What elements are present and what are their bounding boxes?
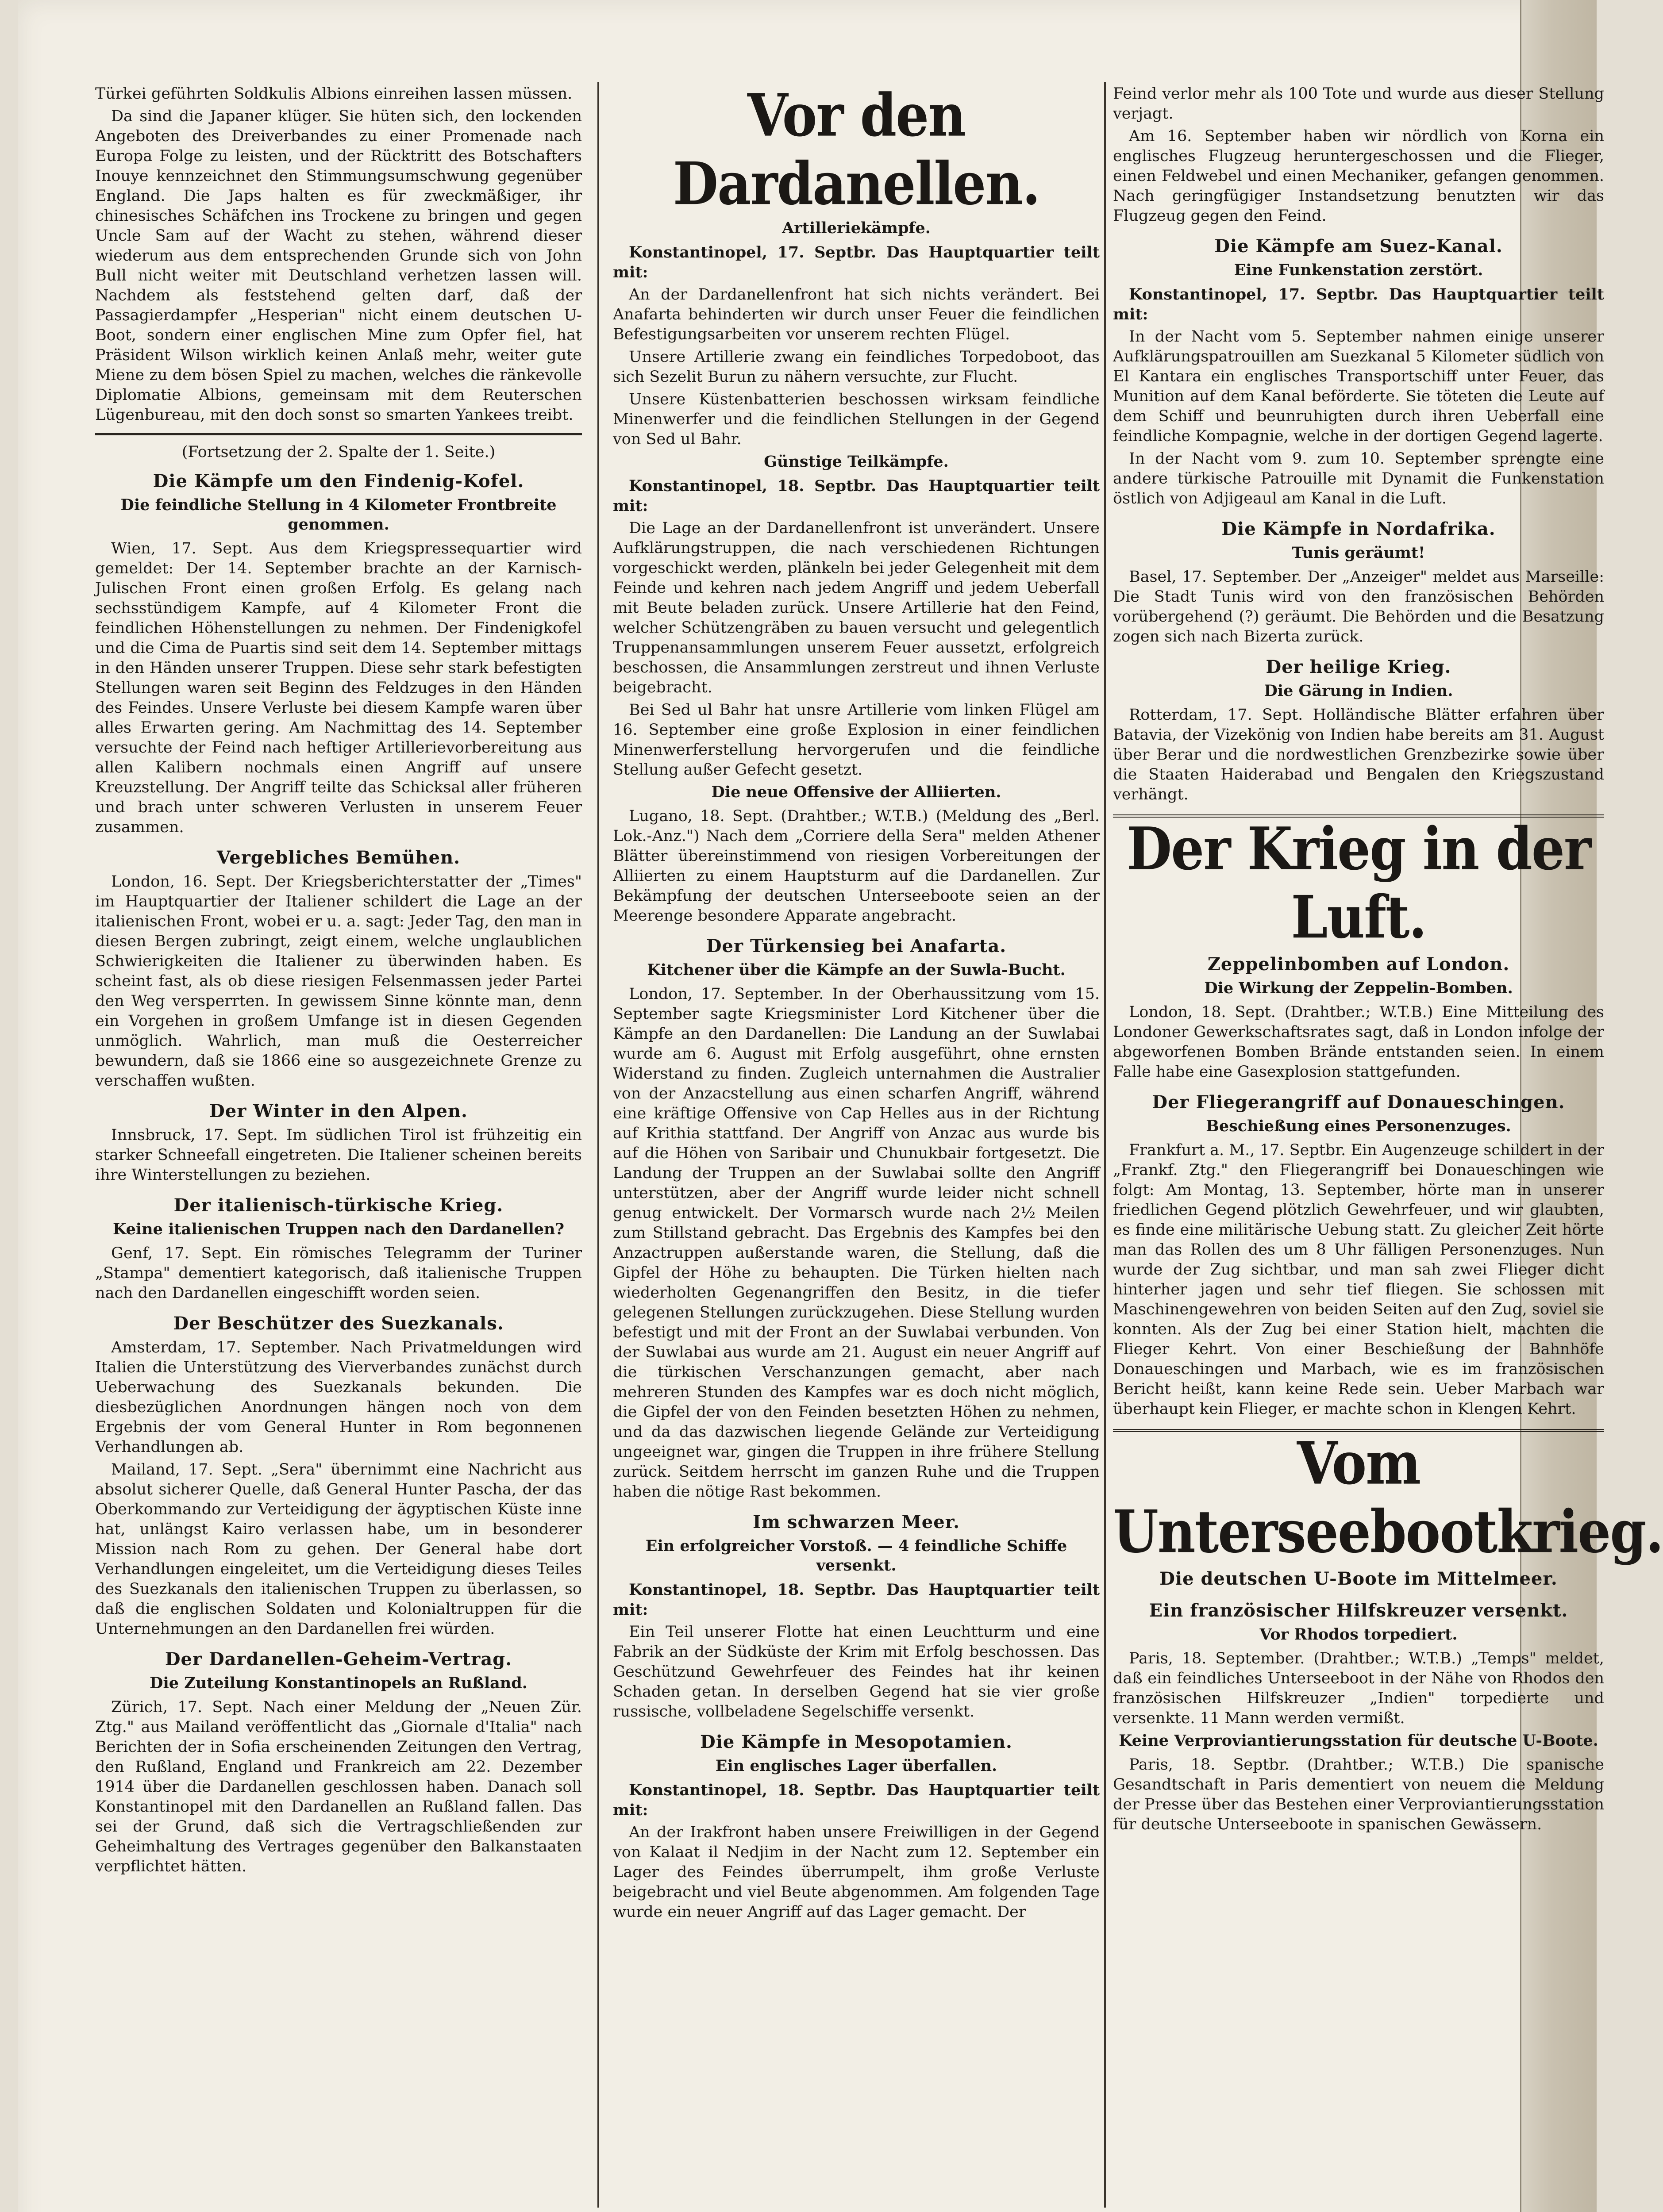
paragraph: Paris, 18. Septbr. (Drahtber.; W.T.B.) Die spanische Gesandtschaft in Paris dementiert von neuem die Meldung der Presse über das Bestehen einer Verproviantierungsstation für deutsche Unterseeboote in spanischen Gewässern.: [1113, 1756, 1604, 1833]
article-headline: Vergebliches Bemühen.: [216, 847, 461, 868]
article-subheadline: Keine Verproviantierungsstation für deutsche U-Boote.: [1119, 1732, 1598, 1750]
article-subheadline: Die neue Offensive der Alliierten.: [711, 783, 1001, 801]
article-headline: Die Kämpfe in Nordafrika.: [1221, 518, 1496, 539]
column-1: [95, 84, 582, 2208]
article-subheadline: Die Wirkung der Zeppelin-Bomben.: [1204, 979, 1513, 997]
paragraph: Basel, 17. September. Der „Anzeiger" meldet aus Marseille: Die Stadt Tunis wird von den französischen Behörden vorübergehend (?) geräumt. Die Behörden und die Besatzung zogen sich nach Bizerta zurück.: [1113, 568, 1604, 645]
article-subheadline: Die feindliche Stellung in 4 Kilometer Frontbreite genommen.: [120, 496, 557, 534]
column-2: [613, 81, 1100, 2208]
article-headline: Der Türkensieg bei Anafarta.: [706, 936, 1007, 956]
paragraph: Konstantinopel, 17. Septbr. Das Hauptquartier teilt mit:: [613, 243, 1100, 281]
paragraph: Am 16. September haben wir nördlich von Korna ein englisches Flugzeug heruntergeschossen und die Flieger, einen Feldwebel und einen Mechaniker, gefangen genommen. Nach geringfügiger Instandsetzung benutzten wir das Flugzeug gegen den Feind.: [1113, 127, 1604, 225]
paragraph: Da sind die Japaner klüger. Sie hüten sich, den lockenden Angeboten des Dreiverbandes zu einer Promenade nach Europa Folge zu leisten, und der Rücktritt des Botschafters Inouye kennzeichnet den Stimmungsumschwung gegenüber England. Die Japs halten es für zweckmäßiger, ihr chinesisches Schäfchen ins Trockene zu bringen und gegen Uncle Sam auf der Wacht zu stehen, während dieser wiederum aus dem entsprechenden Grunde sich von John Bull nicht weiter mit Deutschland verhetzen lassen will. Nachdem als feststehend gelten darf, daß der Passagierdampfer „Hesperian" nicht einem deutschen U-Boot, sondern einer englischen Mine zum Opfer fiel, hat Präsident Wilson wirklich keinen Anlaß mehr, weiter gute Miene zu dem bösen Spiel zu machen, welches die ränkevolle Diplomatie Albions, gemeinsam mit dem Reuterschen Lügenbureau, mit den doch sonst so smarten Yankees treibt.: [95, 108, 582, 424]
newspaper-page: [18, 0, 1663, 2212]
article-subheadline: Die Zuteilung Konstantinopels an Rußland.: [150, 1674, 527, 1692]
article-headline: Die Kämpfe in Mesopotamien.: [700, 1732, 1012, 1752]
paragraph: An der Irakfront haben unsere Freiwilligen in der Gegend von Kalaat il Nedjim in der Nacht zum 12. September ein Lager des Feindes überrumpelt, ihm große Verluste beigebracht und viel Beute abgenommen. Am folgenden Tage wurde ein neuer Angriff auf das Lager gemacht. Der: [613, 1824, 1100, 1921]
article-headline: Ein französischer Hilfskreuzer versenkt.: [1149, 1600, 1568, 1621]
article-headline: Die deutschen U-Boote im Mittelmeer.: [1159, 1568, 1558, 1589]
article-headline: Zeppelinbomben auf London.: [1207, 954, 1510, 975]
paragraph: London, 18. Sept. (Drahtber.; W.T.B.) Eine Mitteilung des Londoner Gewerkschaftsrates sagt, daß in London infolge der abgeworfenen Bomben Brände entstanden seien. In einem Falle habe eine Gasexplosion stattgefunden.: [1113, 1003, 1604, 1081]
paragraph: Innsbruck, 17. Sept. Im südlichen Tirol ist frühzeitig ein starker Schneefall eingetreten. Die Italiener scheinen bereits ihre Winterstellungen zu beziehen.: [95, 1126, 582, 1184]
paragraph: London, 16. Sept. Der Kriegsberichterstatter der „Times" im Hauptquartier der Italiener schildert die Lage an der italienischen Front, wobei er u. a. sagt: Jeder Tag, den man in diesen Bergen zubringt, zeigt einem, welche unglaublichen Schwierigkeiten die Italiener zu überwinden haben. Es scheint fast, als ob diese riesigen Felsenmassen jeder Partei den Weg versperrten. In gewissem Sinne könnte man, denn ein Vorgehen in großem Umfange ist in diesen Gegenden unmöglich. Wahrlich, man muß die Oesterreicher bewundern, daß sie 1866 eine so ausgezeichnete Grenze zu verschaffen wußten.: [95, 873, 582, 1090]
article-headline: Der italienisch-türkische Krieg.: [173, 1195, 504, 1216]
column-rule: [597, 82, 599, 2208]
article-headline: Im schwarzen Meer.: [752, 1512, 960, 1532]
paragraph: Paris, 18. September. (Drahtber.; W.T.B.) „Temps" meldet, daß ein feindliches Unterseeboot in der Nähe von Rhodos den französischen Hilfskreuzer „Indien" torpedierte und versenkte. 11 Mann werden vermißt.: [1113, 1650, 1604, 1727]
paragraph: Feind verlor mehr als 100 Tote und wurde aus dieser Stellung verjagt.: [1113, 85, 1604, 123]
article-headline: Der Fliegerangriff auf Donaueschingen.: [1152, 1092, 1565, 1113]
paragraph: Türkei geführten Soldkulis Albions einreihen lassen müssen.: [95, 85, 573, 103]
column-3: [1113, 84, 1663, 2154]
paragraph: Genf, 17. Sept. Ein römisches Telegramm der Turiner „Stampa" dementiert kategorisch, daß italienische Truppen nach den Dardanellen eingeschifft worden seien.: [95, 1244, 582, 1302]
paragraph: Frankfurt a. M., 17. Septbr. Ein Augenzeuge schildert in der „Frankf. Ztg." den Fliegerangriff bei Donaueschingen wie folgt: Am Montag, 13. September, hörte man in unserer friedlichen Gegend plötzlich Gewehrfeuer, und wir glaubten, es finde eine militärische Uebung statt. Zu gleicher Zeit hörte man das Rollen des um 8 Uhr fälligen Personenzuges. Nun wurde der Zug sichtbar, und man sah zwei Flieger dicht hinterher jagen und sehr tief fliegen. Sie schossen mit Maschinengewehren von beiden Seiten auf den Zug, soviel sie konnten. Als der Zug bei einer Station hielt, machten die Flieger Kehrt. Von einer Beschießung der Bahnhöfe Donaueschingen und Marbach, wie es im französischen Bericht heißt, kann keine Rede sein. Ueber Marbach war überhaupt kein Flieger, er machte schon in Klengen Kehrt.: [1113, 1141, 1604, 1418]
paragraph: Unsere Artillerie zwang ein feindliches Torpedoboot, das sich Sezelit Burun zu nähern versuchte, zur Flucht.: [613, 348, 1100, 386]
paragraph: London, 17. September. In der Oberhaussitzung vom 15. September sagte Kriegsminister Lord Kitchener über die Kämpfe an den Dardanellen: Die Landung an der Suwlabai wurde am 6. August mit Erfolg ausgeführt, ohne ernsten Widerstand zu finden. Zugleich unternahmen die Australier von der Anzacstellung aus einen scharfen Angriff, während eine kräftige Offensive von Cap Helles aus in der Richtung auf Krithia stattfand. Der Angriff von Anzac aus wurde bis auf die Höhen von Saribair und Chunukbair fortgesetzt. Die Landung der Truppen an der Suwlabai sollte den Angriff unterstützen, aber der Angriff wurde leider nicht schnell genug entwickelt. Der Vormarsch wurde nach 2½ Meilen zum Stillstand gebracht. Das Ergebnis des Kampfes bei den Anzactruppen außerstande waren, die Stellung, daß die Gipfel der Höhe zu behaupten. Die Türken hielten nach wiederholten Gegenangriffen den Besitz, in die tiefer gelegenen Stellungen zurückzugehen. Diese Stellung wurden befestigt und mit der Front an der Suwlabai verbunden. Von der Suwlabai aus wurde am 21. August ein neuer Angriff auf die türkischen Verschanzungen gemacht, aber nach mehreren Stunden des Kampfes war es doch nicht möglich, die Gipfel der von den Feinden besetzten Höhen zu nehmen, und da das dazwischen liegende Gelände zur Verteidigung ungeeignet war, gingen die Truppen in ihre frühere Stellung zurück. Seitdem herrscht im ganzen Ruhe und die Truppen haben die nötige Rast bekommen.: [613, 985, 1100, 1501]
paragraph: Konstantinopel, 18. Septbr. Das Hauptquartier teilt mit:: [613, 477, 1100, 515]
column-rule: [1104, 82, 1106, 2208]
paragraph: Bei Sed ul Bahr hat unsre Artillerie vom linken Flügel am 16. September eine große Explosion in einer feindlichen Minenwerferstellung hervorgerufen und die feindliche Stellung außer Gefecht gesetzt.: [613, 701, 1100, 779]
article-subheadline: Eine Funkenstation zerstört.: [1234, 261, 1483, 279]
article-subheadline: Ein englisches Lager überfallen.: [715, 1757, 997, 1775]
article-subheadline: Keine italienischen Truppen nach den Dardanellen?: [112, 1220, 565, 1238]
paragraph: Wien, 17. Sept. Aus dem Kriegspressequartier wird gemeldet: Der 14. September brachte an der Karnisch-Julischen Front einen großen Erfolg. Es gelang nach sechsstündigem Kampfe, auf 4 Kilometer Front die feindlichen Höhenstellungen zu nehmen. Der Findenigkofel und die Cima de Puartis sind seit dem 14. September mittags in den Händen unserer Truppen. Diese sehr stark befestigten Stellungen waren seit Beginn des Feldzuges in den Händen des Feindes. Unsere Verluste bei diesem Kampfe waren über alles Erwarten gering. Am Nachmittag des 14. September versuchte der Feind nach heftiger Artillerievorbereitung aus allen Kalibern nochmals einen Angriff auf unsere Kreuzstellung. Der Angriff teilte das Schicksal aller früheren und brach unter schweren Verlusten in unserem Feuer zusammen.: [95, 540, 582, 836]
paragraph: Lugano, 18. Sept. (Drahtber.; W.T.B.) (Meldung des „Berl. Lok.-Anz.") Nach dem „Corriere della Sera" melden Athener Blätter übereinstimmend von riesigen Vorbereitungen der Alliierten zu einem Hauptsturm auf die Dardanellen. Zur Bekämpfung der deutschen Unterseeboote seien an der Meerenge besondere Apparate angebracht.: [613, 807, 1100, 925]
article-subheadline: Ein erfolgreicher Vorstoß. — 4 feindliche Schiffe versenkt.: [645, 1537, 1067, 1575]
article-headline: Der heilige Krieg.: [1266, 657, 1451, 677]
article-headline: Die Kämpfe am Suez-Kanal.: [1214, 236, 1503, 257]
section-title: Vor den Dardanellen.: [673, 81, 1040, 218]
article-headline: Der Beschützer des Suezkanals.: [173, 1313, 504, 1334]
paragraph: Amsterdam, 17. September. Nach Privatmeldungen wird Italien die Unterstützung des Vierverbandes zunächst durch Ueberwachung des Suezkanals bekunden. Die diesbezüglichen Anordnungen hängen noch von dem Ergebnis der vom General Hunter in Rom begonnenen Verhandlungen ab.: [95, 1339, 582, 1456]
section-title: Vom Unterseebootkrieg.: [1113, 1429, 1663, 1566]
divider: [95, 433, 582, 435]
article-subheadline: Kitchener über die Kämpfe an der Suwla-Bucht.: [647, 961, 1066, 979]
article-subheadline: Tunis geräumt!: [1292, 544, 1425, 562]
paragraph: Mailand, 17. Sept. „Sera" übernimmt eine Nachricht aus absolut sicherer Quelle, daß General Hunter Pascha, der das Oberkommando zur Verteidigung der ägyptischen Küste inne hat, unlängst Kairo verlassen habe, um in besonderer Mission nach Rom zu gehen. Der General habe dort Verhandlungen eingeleitet, um die Verteidigung dieses Teiles des Suezkanals den italienischen Truppen zu überlassen, so daß die englischen Soldaten und Kolonialtruppen für die Unternehmungen an den Dardanellen frei würden.: [95, 1461, 582, 1638]
article-headline: Der Dardanellen-Geheim-Vertrag.: [165, 1649, 512, 1670]
paragraph: Rotterdam, 17. Sept. Holländische Blätter erfahren über Batavia, der Vizekönig von Indien habe bereits am 31. August über Berar und die nordwestlichen Grenzbezirke sowie über die Staaten Haiderabad und Bengalen den Kriegszustand verhängt.: [1113, 706, 1604, 803]
paragraph: Unsere Küstenbatterien beschossen wirksam feindliche Minenwerfer und die feindlichen Stellungen in der Gegend von Sed ul Bahr.: [613, 391, 1100, 448]
article-subheadline: Artilleriekämpfe.: [782, 219, 931, 237]
paragraph: In der Nacht vom 9. zum 10. September sprengte eine andere türkische Patrouille mit Dynamit die Funkenstation östlich von Adjigeaul am Kanal in die Luft.: [1113, 450, 1604, 507]
paragraph: Konstantinopel, 18. Septbr. Das Hauptquartier teilt mit:: [613, 1781, 1100, 1819]
paragraph: Ein Teil unserer Flotte hat einen Leuchtturm und eine Fabrik an der Südküste der Krim mit Erfolg beschossen. Das Geschützund Gewehrfeuer des Feindes hat ihr keinen Schaden getan. In derselben Gegend hat sie vier große russische, vollbeladene Segelschiffe versenkt.: [613, 1623, 1100, 1720]
paragraph: Die Lage an der Dardanellenfront ist unverändert. Unsere Aufklärungstruppen, die nach verschiedenen Richtungen vorgeschickt werden, plänkeln bei jeder Gelegenheit mit dem Feinde und kehren nach jedem Angriff und jedem Ueberfall mit Beute beladen zurück. Unsere Artillerie hat den Feind, welcher Schützengräben zu bauen versucht und gelegentlich Truppenansammlungen unserem Feuer aussetzt, erfolgreich beschossen, die Ansammlungen zerstreut und ihnen Verluste beigebracht.: [613, 519, 1100, 696]
article-subheadline: Vor Rhodos torpediert.: [1259, 1625, 1458, 1644]
article-headline: Der Winter in den Alpen.: [209, 1101, 468, 1121]
paragraph: In der Nacht vom 5. September nahmen einige unserer Aufklärungspatrouillen am Suezkanal 5 Kilometer südlich von El Kantara ein englisches Transportschiff unter Feuer, das Munition auf dem Kanal beförderte. Sie töteten die Leute auf dem Schiff und beunruhigten durch ihren Ueberfall eine feindliche Kompagnie, welche in der dortigen Gegend lagerte.: [1113, 328, 1604, 445]
section-title: Der Krieg in der Luft.: [1126, 814, 1591, 952]
paragraph: Zürich, 17. Sept. Nach einer Meldung der „Neuen Zür. Ztg." aus Mailand veröffentlicht das „Giornale d'Italia" nach Berichten der in Sofia erscheinenden Zeitungen den Vertrag, den Rußland, England und Frankreich am 22. Dezember 1914 über die Dardanellen geschlossen haben. Danach soll Konstantinopel mit den Dardanellen an Rußland fallen. Das sei der Grund, daß sich die Vertragschließenden zur Geheimhaltung des Vertrages gegenüber den Balkanstaaten verpflichtet hätten.: [95, 1698, 582, 1875]
article-subheadline: Beschießung eines Personenzuges.: [1206, 1117, 1511, 1135]
paragraph: Konstantinopel, 17. Septbr. Das Hauptquartier teilt mit:: [1113, 285, 1604, 323]
paragraph: An der Dardanellenfront hat sich nichts verändert. Bei Anafarta behinderten wir durch unser Feuer die feindlichen Befestigungsarbeiten vor unserem rechten Flügel.: [613, 286, 1100, 343]
article-subheadline: Günstige Teilkämpfe.: [764, 453, 949, 471]
article-headline: Die Kämpfe um den Findenig-Kofel.: [153, 471, 524, 492]
article-subheadline: Die Gärung in Indien.: [1264, 682, 1453, 700]
continuation-note: (Fortsetzung der 2. Spalte der 1. Seite.): [181, 443, 496, 461]
paragraph: Konstantinopel, 18. Septbr. Das Hauptquartier teilt mit:: [613, 1581, 1100, 1619]
